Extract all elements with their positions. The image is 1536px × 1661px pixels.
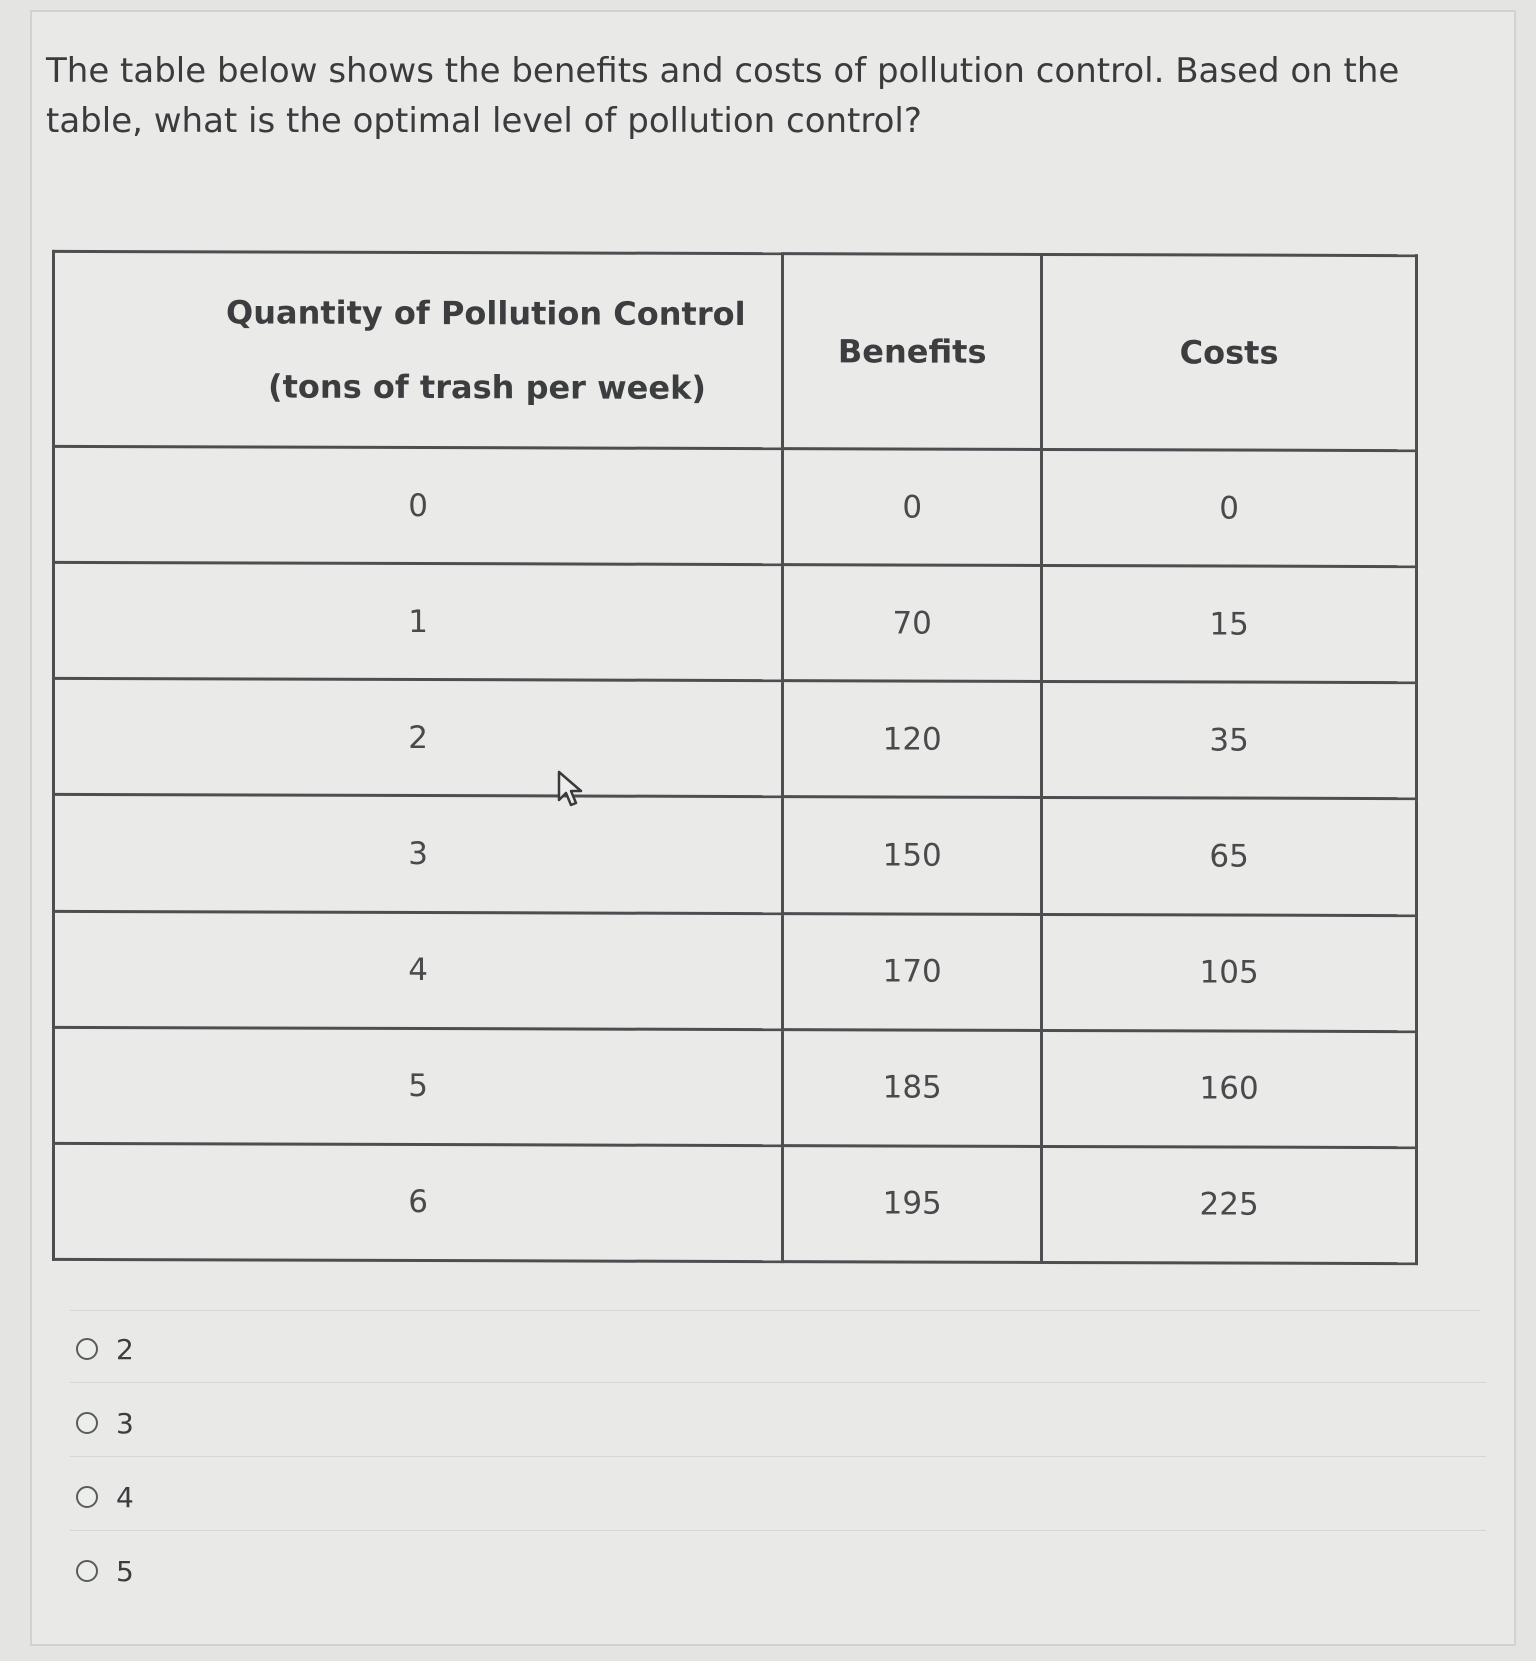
benefits-cell: 185 xyxy=(783,1029,1042,1146)
quantity-cell: 2 xyxy=(54,679,783,797)
table-row xyxy=(54,1027,1417,1147)
answer-option-4[interactable] xyxy=(76,1460,1486,1534)
costs-cell: 65 xyxy=(1042,798,1417,915)
benefits-cell: 195 xyxy=(783,1145,1042,1262)
answer-option-label: 5 xyxy=(116,1554,134,1588)
quantity-cell: 4 xyxy=(54,911,783,1029)
benefits-cell: 170 xyxy=(783,913,1042,1030)
benefits-cell: 120 xyxy=(783,681,1042,798)
costs-cell: 35 xyxy=(1042,682,1417,799)
table-row xyxy=(54,446,1417,566)
radio-button-icon[interactable] xyxy=(76,1338,98,1360)
quantity-cell: 6 xyxy=(54,1143,783,1261)
table-row xyxy=(54,562,1417,682)
costs-cell: 15 xyxy=(1042,566,1417,683)
benefits-cell: 0 xyxy=(783,449,1042,566)
table-row xyxy=(54,795,1417,915)
quantity-cell: 0 xyxy=(54,446,783,564)
radio-button-icon[interactable] xyxy=(76,1560,98,1582)
benefits-costs-table xyxy=(52,250,1418,1265)
radio-button-icon[interactable] xyxy=(76,1412,98,1434)
costs-cell: 105 xyxy=(1042,914,1417,1031)
quantity-header xyxy=(54,251,783,448)
table-row xyxy=(54,911,1417,1031)
answer-option-label: 2 xyxy=(116,1332,134,1366)
quantity-header-title: Quantity of Pollution Control xyxy=(226,293,746,334)
costs-cell: 225 xyxy=(1042,1146,1417,1263)
quantity-cell: 1 xyxy=(54,562,783,680)
answer-option-2[interactable] xyxy=(76,1312,1486,1386)
question-text: The table below shows the benefits and costs of pollution control. Based on the table, what is the optimal level of pollution control? xyxy=(46,51,1400,141)
options-divider xyxy=(70,1310,1480,1311)
benefits-header: Benefits xyxy=(783,254,1042,450)
costs-cell: 160 xyxy=(1042,1030,1417,1147)
costs-header: Costs xyxy=(1042,254,1417,450)
answer-option-label: 4 xyxy=(116,1480,134,1514)
answer-options xyxy=(76,1312,1486,1608)
answer-option-3[interactable] xyxy=(76,1386,1486,1460)
answer-option-5[interactable] xyxy=(76,1534,1486,1608)
answer-option-label: 3 xyxy=(116,1406,134,1440)
benefits-cell: 150 xyxy=(783,797,1042,914)
data-table-wrapper xyxy=(52,250,1418,1265)
table-row xyxy=(54,679,1417,799)
radio-button-icon[interactable] xyxy=(76,1486,98,1508)
mouse-pointer-icon xyxy=(556,770,586,808)
table-row xyxy=(54,1143,1417,1263)
table-header-row xyxy=(54,251,1417,450)
quantity-cell: 3 xyxy=(54,795,783,913)
quantity-header-unit: (tons of trash per week) xyxy=(268,367,706,407)
benefits-cell: 70 xyxy=(783,565,1042,682)
quantity-cell: 5 xyxy=(54,1027,783,1145)
costs-cell: 0 xyxy=(1042,449,1417,566)
